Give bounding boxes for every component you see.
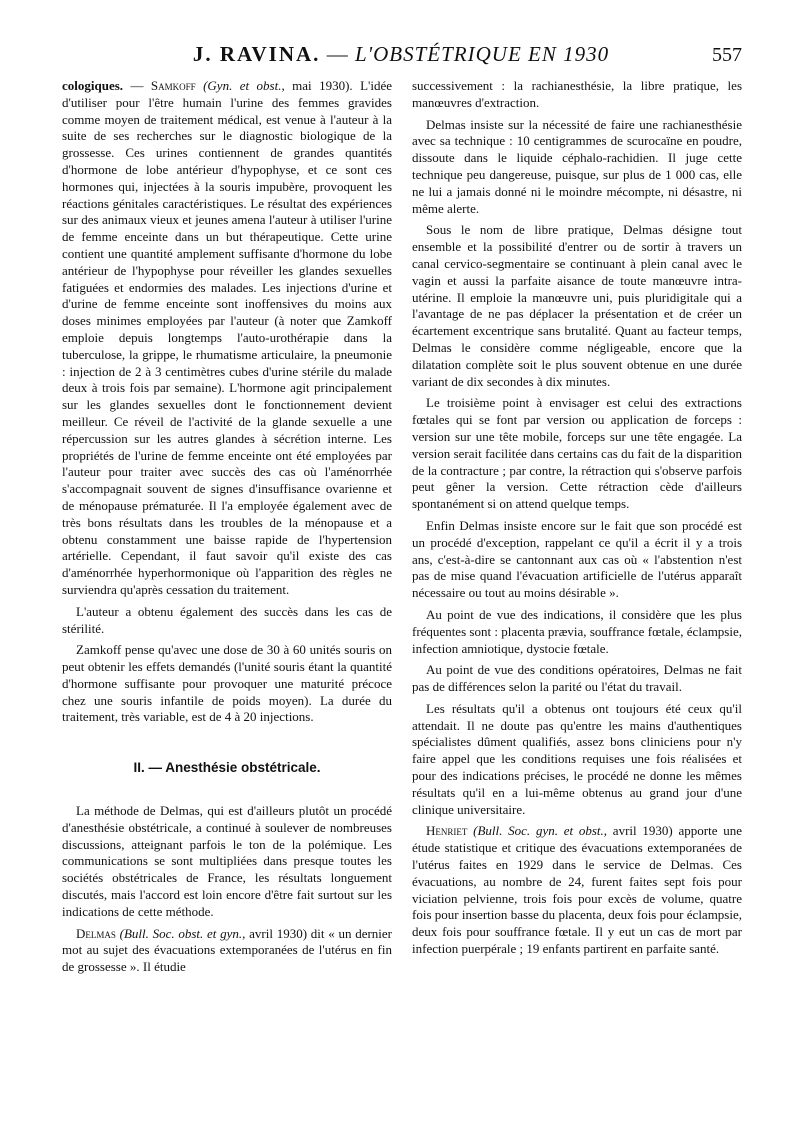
header-author: J. RAVINA. <box>192 42 321 66</box>
paragraph-text: , avril 1930) dit « un dernier mot au sujet des évacuations extemporanées de l'utérus en fin de grossesse ». Il étudie <box>62 925 392 975</box>
paragraph-methode-delmas: La méthode de Delmas, qui est d'ailleurs plutôt un procédé d'anesthésie obstétricale, a continué à soulever de nombreuses discussions, atteignant parfois le ton de la polémique. Les communications se sont multipliées dans presque toutes les sociétés obstétricales de France, les résultats longuement discutés, mais l'accord est loin encore d'être fait surtout sur les indications de cette méthode. <box>62 803 392 919</box>
lead-dash: — <box>123 78 151 93</box>
paragraph-text: L'idée d'utiliser pour l'être humain l'urine des femmes gravides comme moyen de traitement médical, est venue à l'auteur à la suite de ses recherches sur le diagnostic biologique de la grossesse. Ces urines contiennent de grandes quantités d'hormone de lobe antérieur d'hypophyse, et ce sont ces hormones qui, injectées à la souris impubère, provoquent les réactions génitales caractéristiques. Le résultat des expériences sur des animaux vieux et jeunes amena l'auteur à utiliser l'urine de femme enceinte dans un but thérapeutique. Cette urine contient une quantité amplement suffisante d'hormone du lobe antérieur de l'hypophyse pour réveiller les glandes sexuelles fatiguées et endormies des malades. Les injections d'urine et d'urine de femme enceinte sont inoffensives du moins aux doses minimes employées par l'auteur (à noter que Zamkoff emploie depuis longtemps l'auto-urothérapie dans la tuberculose, la grippe, le rhumatisme articulaire, la pneumonie : injection de 2 à 3 centimètres cubes d'urine stérile du malade deux à trois fois par semaine). L'hormone agit principalement sur les glandes sexuelles dont le fonctionnement devient meilleur. Ce réveil de l'activité de la glande sexuelle a une répercussion sur les autres glandes à sécrétion interne. Les propriétés de l'urine de femme enceinte ont été employées par l'auteur pour traiter avec succès des cas où l'aménorrhée s'accompagnait souvent de signes d'insuffisance ovarienne et de ménopause prématurée. Il l'a employée également avec de très bons résultats dans les troubles de la ménopause et a obtenu constamment une baisse rapide de l'hypertension artérielle. Cependant, il faut savoir qu'il existe des cas d'aménorrhée hyperhormonique où l'apparition des règles ne surviendra qu'après cessation du traitement. <box>62 78 393 597</box>
paragraph-text: , avril 1930) apporte une étude statistique et critique des évacuations extemporanées de l'utérus faites en 1929 dans le service de Delmas. Ces évacuations, au nombre de 24, furent faites sept fois pour viciation pelvienne, trois fois pour excès de volume, quatre fois pour insertion basse du placenta, deux fois pour éclampsie, deux fois pour souffrance fœtale. Il y eut un cas de mort par infection puerpérale ; 19 enfants partirent en parfaite santé. <box>412 823 742 957</box>
journal-reference: (Bull. Soc. obst. et gyn. <box>119 925 243 941</box>
journal-reference: (Bull. Soc. gyn. et obst. <box>473 823 604 839</box>
paragraph-continuation: successivement : la rachianesthésie, la libre pratique, les manœuvres d'extraction. <box>412 78 742 110</box>
cited-author: Samkoff <box>150 78 196 93</box>
article-body <box>62 78 742 1128</box>
running-head <box>60 42 742 67</box>
cited-author: Delmas <box>76 925 116 941</box>
paragraph-samkoff <box>62 78 392 599</box>
paragraph-sterilite: L'auteur a obtenu également des succès dans les cas de stérilité. <box>62 603 392 636</box>
paragraph-henriet <box>412 823 742 957</box>
paragraph-rachianesthesie: Delmas insiste sur la nécessité de faire une rachianesthésie avec sa technique : 10 centigrammes de scurocaïne en poudre, dissoute dans le liquide céphalo-rachidien. Il juge cette technique peu dangereuse, puisque, sur plus de 1 000 cas, elle ne lui a jamais donné ni le moindre mécompte, ni désastre, ni même alerte. <box>412 116 742 216</box>
paragraph-lead: cologiques. <box>62 78 124 93</box>
page-header <box>60 42 742 72</box>
paragraph-dose: Zamkoff pense qu'avec une dose de 30 à 60 unités souris on peut obtenir les effets demandés (l'unité souris étant la quantité d'hormone suffisante pour provoquer une maturité précoce chez une souris infantile de poids moyen). La durée du traitement, très variable, est de 4 à 20 injections. <box>62 642 392 725</box>
paragraph-libre-pratique: Sous le nom de libre pratique, Delmas désigne tout ensemble et la possibilité d'entrer ou de sortir à travers un canal cervico-segmentaire se continuant à plein canal avec le vagin et aussi la parfaite aisance de toute manœuvre intra-utérine. Il emploie la manœuvre uni, puis pluridigitale qui a l'avantage de ne pas déplacer la présentation et de créer un écartement excentrique sans brutalité. Quant au facteur temps, Delmas le considère comme négligeable, encore que la dilatation complète soit le plus souvent obtenue en une durée variant de dix secondes à dix minutes. <box>412 222 742 389</box>
journal-reference: (Gyn. et obst. <box>203 78 282 93</box>
paragraph-conditions: Au point de vue des conditions opératoires, Delmas ne fait pas de différences selon la parité ou l'état du travail. <box>412 662 742 695</box>
paragraph-resultats: Les résultats qu'il a obtenus ont toujours été ceux qu'il attendait. Il ne doute pas qu'entre les mains d'authentiques spécialistes dûment qualifiés, assez bons cliniciens pour n'y faire appel que les conditions requises une fois réalisées et pour des indications précises, le procédé ne donne les mêmes résultats qu'il en a lui-même obtenus au grand jour d'une clinique universitaire. <box>412 700 742 817</box>
left-column <box>62 78 392 981</box>
section-heading: II. — Anesthésie obstétricale. <box>133 760 321 776</box>
header-journal-title: L'OBSTÉTRIQUE EN 1930 <box>354 42 610 66</box>
page-number: 557 <box>712 44 742 66</box>
header-dash: — <box>326 42 349 66</box>
paragraph-exception: Enfin Delmas insiste encore sur le fait que son procédé est un procédé d'exception, rappelant ce qu'il a écrit il y a trois ans, c'est-à-dire se cantonnant aux cas où « l'abstention n'est pas de mise quand l'évacuation artificielle de l'utérus apparaît nécessaire ou tout au moins désirable ». <box>412 517 742 601</box>
reference-date: , mai 1930). <box>281 78 353 93</box>
paragraph-delmas-bulletin <box>62 926 392 976</box>
paragraph-extractions: Le troisième point à envisager est celui des extractions fœtales qui se font par version ou application de forceps : version sur une tête mobile, forceps sur une tête engagée. La version serait facilitée dans certains cas du fait de la disparition de la contracture ; par contre, la rétraction qui s'observe parfois peut gêner la version. Cette rétraction cède d'ailleurs spontanément si on attend quelque temps. <box>412 395 742 512</box>
right-column <box>412 78 742 963</box>
cited-author: Henriet <box>426 823 468 839</box>
paragraph-indications: Au point de vue des indications, il considère que les plus fréquentes sont : placenta prævia, souffrance fœtale, éclampsie, infection amniotique, dystocie fœtale. <box>412 606 742 656</box>
